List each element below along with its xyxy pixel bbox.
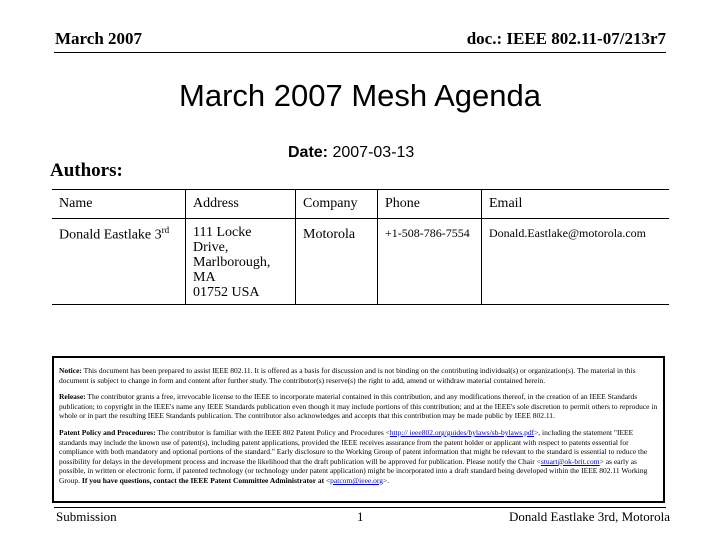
- patent-policy-link[interactable]: http:// ieee802.org/guides/bylaws/sb-bylaws.pdf: [389, 427, 535, 437]
- author-address: 111 Locke Drive, Marlborough, MA 01752 USA: [186, 219, 296, 305]
- col-name: Name: [52, 190, 186, 219]
- footer-submission: Submission: [56, 509, 117, 524]
- col-email: Email: [482, 190, 670, 219]
- footer-author: Donald Eastlake 3rd, Motorola: [508, 509, 670, 524]
- page-title: March 2007 Mesh Agenda: [179, 78, 541, 113]
- chair-email-link[interactable]: stuart@ok-brit.com: [540, 456, 600, 466]
- author-company: Motorola: [296, 219, 378, 305]
- author-phone: +1-508-786-7554: [378, 219, 482, 305]
- table-row: [52, 219, 669, 305]
- date-value: 2007-03-13: [332, 144, 415, 161]
- release-paragraph: Release: The contributor grants a free, irrevocable license to the IEEE to incorporate material contained in this contribution, and any modifications thereof, in the creation of an IEEE Standards publication; to copyright in the IEEE's name any IEEE Standards publication even though it may include portions of this contribution; and at the IEEE's sole discretion to permit others to reproduce in whole or in part the resulting IEEE Standards publication. The contributor also acknowledges and accepts that this contribution may be made public by IEEE 802.11.: [59, 392, 658, 421]
- page-number: 1: [357, 509, 364, 524]
- footer-rule: [54, 507, 666, 508]
- notice-box: [52, 356, 665, 503]
- header-rule: [54, 52, 666, 53]
- notice-paragraph: Notice: This document has been prepared to assist IEEE 802.11. It is offered as a basis for discussion and is not binding on the contributing individual(s) or organization(s). The material in this document is subject to change in form and content after further study. The contributor(s) reserve(s) the right to add, amend or withdraw material contained herein.: [59, 366, 636, 385]
- author-email: Donald.Eastlake@motorola.com: [482, 219, 670, 305]
- date-label: Date:: [288, 144, 329, 161]
- col-company: Company: [296, 190, 378, 219]
- col-phone: Phone: [378, 190, 482, 219]
- author-name: Donald Eastlake 3rd: [52, 219, 186, 305]
- header-date: March 2007: [55, 29, 143, 48]
- authors-label: Authors:: [50, 160, 123, 181]
- patent-paragraph: Patent Policy and Procedures: The contributor is familiar with the IEEE 802 Patent Policy and Procedures <http:// ieee802.org/guides/bylaws/sb-bylaws.pdf>, including the statement "IEEE standards may include the known use of patent(s), including patent applications, provided the IEEE receives assurance from the patent holder or applicant with respect to patents essential for compliance with both mandatory and optional portions of the standard." Early disclosure to the Working Group of patent information that might be relevant to the standard is essential to reduce the possibility for delays in the development process and increase the likelihood that the draft publication will be approved for publication. Please notify the Chair <stuart@ok-brit.com> as early as possible, in written or electronic form, if patented technology (or technology under patent application) might be incorporated into a draft standard being developed within the IEEE 802.11 Working Group. If you have questions, contact the IEEE Patent Committee Administrator at <patcom@ieee.org>.: [59, 427, 648, 485]
- patcom-email-link[interactable]: patcom@ieee.org: [330, 475, 383, 485]
- authors-table-header: [52, 190, 669, 219]
- author-name-sup: rd: [161, 225, 170, 235]
- col-address: Address: [186, 190, 296, 219]
- header-doc-id: doc.: IEEE 802.11-07/213r7: [466, 29, 666, 48]
- authors-table: [52, 189, 669, 305]
- date-line: [288, 144, 414, 162]
